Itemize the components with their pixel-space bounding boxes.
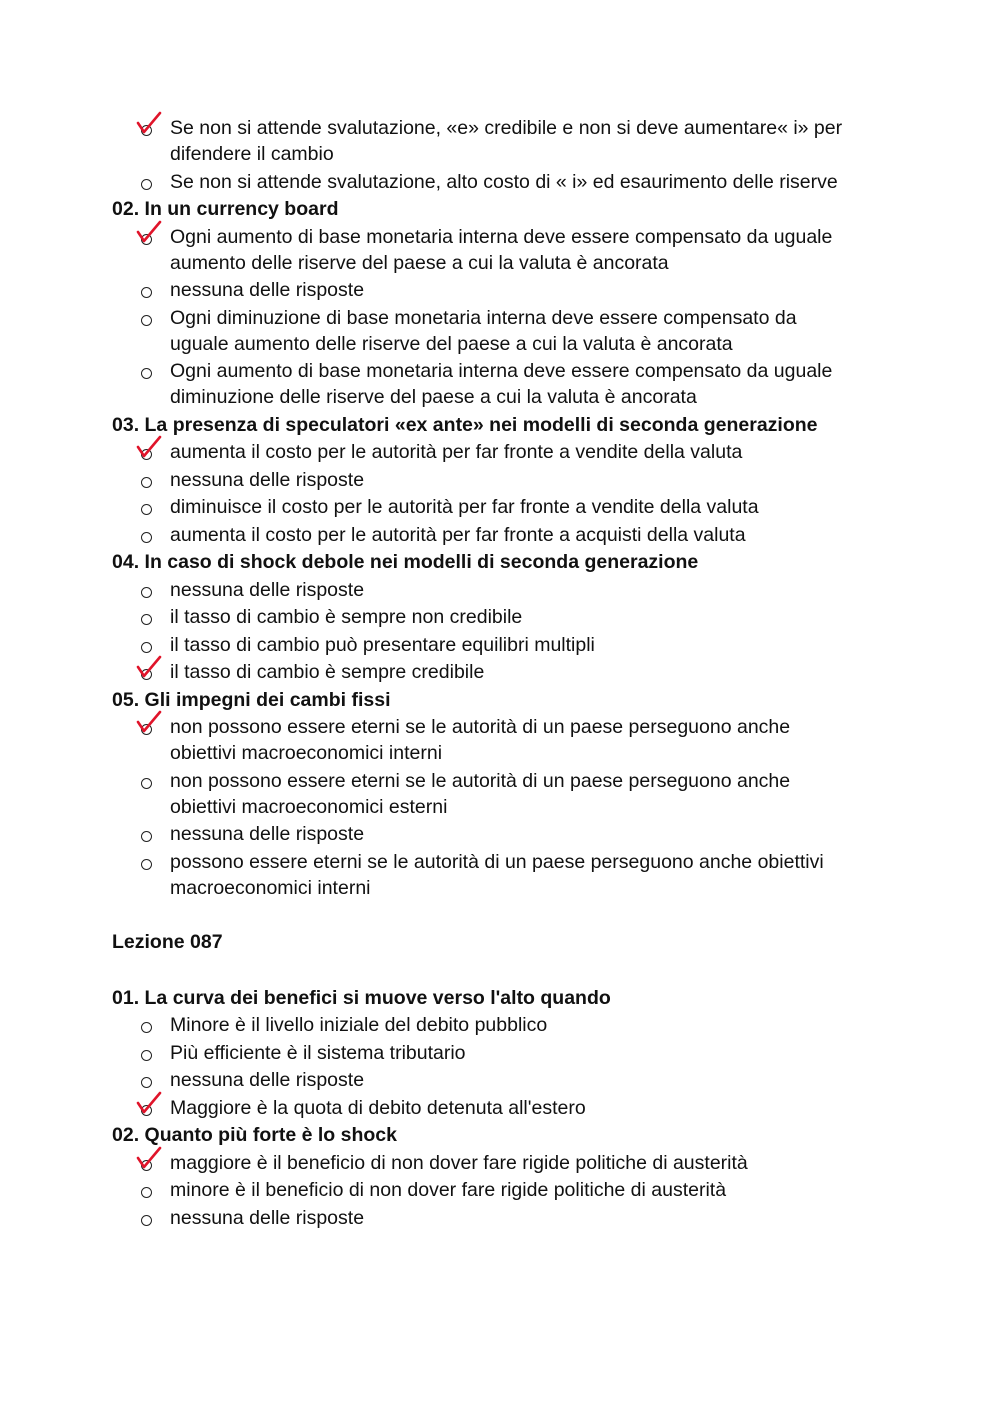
bullet-circle-icon (141, 778, 152, 789)
answer-option: Se non si attende svalutazione, alto costo di « i» ed esaurimento delle riserve (170, 170, 838, 193)
answer-bullet (140, 528, 154, 542)
answer-option: minore è il beneficio di non dover fare rigide politiche di austerità (170, 1179, 727, 1201)
answer-bullet (140, 774, 154, 788)
checkmark-icon (136, 1091, 162, 1117)
answer-bullet (140, 1211, 154, 1225)
bullet-circle-icon (141, 477, 152, 488)
answer-bullet-checked (140, 230, 154, 244)
question-title: 02. In un currency board (112, 198, 339, 220)
answer-bullet (140, 283, 154, 297)
answer-option: Ogni aumento di base monetaria interna deve essere compensato da uguale (170, 225, 833, 248)
answer-option-continuation: aumento delle riserve del paese a cui la valuta è ancorata (170, 251, 669, 274)
answer-bullet (140, 1046, 154, 1060)
checkmark-icon (136, 710, 162, 736)
answer-bullet-checked (140, 445, 154, 459)
answer-option: Ogni aumento di base monetaria interna deve essere compensato da uguale (170, 360, 833, 382)
question-title: 02. Quanto più forte è lo shock (112, 1124, 397, 1146)
answer-option: possono essere eterni se le autorità di un paese perseguono anche obiettivi (170, 850, 824, 873)
answer-bullet-checked (140, 720, 154, 734)
bullet-circle-icon (141, 179, 152, 190)
answer-bullet (140, 855, 154, 869)
bullet-circle-icon (141, 1077, 152, 1088)
answer-option: nessuna delle risposte (170, 1206, 365, 1229)
answer-bullet-checked (140, 121, 154, 135)
checkmark-icon (136, 655, 162, 681)
answer-bullet (140, 583, 154, 597)
bullet-circle-icon (141, 831, 152, 842)
bullet-circle-icon (141, 1215, 152, 1226)
bullet-circle-icon (141, 315, 152, 326)
bullet-circle-icon (141, 287, 152, 298)
question-title: 03. La presenza di speculatori «ex ante» nei modelli di seconda generazione (112, 413, 818, 436)
answer-option: maggiore è il beneficio di non dover fare rigide politiche di austerità (170, 1151, 748, 1174)
answer-option-continuation: diminuzione delle riserve del paese a cui la valuta è ancorata (170, 386, 697, 408)
section-heading: Lezione 087 (112, 931, 223, 953)
answer-option: Ogni diminuzione di base monetaria interna deve essere compensato da (170, 306, 797, 329)
answer-option: aumenta il costo per le autorità per far fronte a acquisti della valuta (170, 523, 746, 546)
answer-option: nessuna delle risposte (170, 1069, 365, 1091)
answer-bullet (140, 311, 154, 325)
answer-option-continuation: obiettivi macroeconomici interni (170, 742, 443, 764)
answer-option-continuation: macroeconomici interni (170, 876, 371, 899)
answer-option: nessuna delle risposte (170, 468, 365, 491)
answer-bullet (140, 473, 154, 487)
answer-bullet (140, 1183, 154, 1197)
checkmark-icon (136, 111, 162, 137)
answer-option: Se non si attende svalutazione, «e» credibile e non si deve aumentare« i» per (170, 117, 843, 139)
bullet-circle-icon (141, 1050, 152, 1061)
answer-option: aumenta il costo per le autorità per far fronte a vendite della valuta (170, 441, 743, 463)
bullet-circle-icon (141, 859, 152, 870)
answer-bullet (140, 500, 154, 514)
answer-option: Maggiore è la quota di debito detenuta all'estero (170, 1096, 586, 1119)
answer-bullet-checked (140, 1101, 154, 1115)
answer-option: nessuna delle risposte (170, 578, 365, 601)
answer-option: nessuna delle risposte (170, 823, 365, 845)
bullet-circle-icon (141, 614, 152, 625)
checkmark-icon (136, 435, 162, 461)
answer-option: non possono essere eterni se le autorità di un paese perseguono anche (170, 716, 791, 738)
answer-bullet (140, 175, 154, 189)
bullet-circle-icon (141, 642, 152, 653)
answer-option-continuation: obiettivi macroeconomici esterni (170, 795, 448, 818)
checkmark-icon (136, 1146, 162, 1172)
answer-bullet (140, 638, 154, 652)
bullet-circle-icon (141, 504, 152, 515)
answer-bullet (140, 364, 154, 378)
answer-option: il tasso di cambio è sempre non credibile (170, 606, 523, 628)
answer-bullet (140, 1073, 154, 1087)
bullet-circle-icon (141, 587, 152, 598)
answer-bullet-checked (140, 665, 154, 679)
checkmark-icon (136, 220, 162, 246)
answer-option: il tasso di cambio può presentare equilibri multipli (170, 633, 595, 656)
question-title: 05. Gli impegni dei cambi fissi (112, 688, 391, 711)
answer-option: diminuisce il costo per le autorità per far fronte a vendite della valuta (170, 496, 759, 518)
answer-bullet-checked (140, 1156, 154, 1170)
answer-bullet (140, 610, 154, 624)
question-title: 01. La curva dei benefici si muove verso l'alto quando (112, 986, 611, 1009)
answer-option: Più efficiente è il sistema tributario (170, 1041, 466, 1064)
answer-option: Minore è il livello iniziale del debito pubblico (170, 1014, 548, 1036)
answer-option: il tasso di cambio è sempre credibile (170, 661, 485, 683)
answer-bullet (140, 1018, 154, 1032)
question-title: 04. In caso di shock debole nei modelli di seconda generazione (112, 551, 699, 573)
bullet-circle-icon (141, 368, 152, 379)
answer-option: nessuna delle risposte (170, 279, 365, 301)
answer-option-continuation: difendere il cambio (170, 143, 334, 165)
bullet-circle-icon (141, 1022, 152, 1033)
bullet-circle-icon (141, 1187, 152, 1198)
answer-bullet (140, 827, 154, 841)
answer-option-continuation: uguale aumento delle riserve del paese a cui la valuta è ancorata (170, 332, 733, 355)
answer-option: non possono essere eterni se le autorità di un paese perseguono anche (170, 769, 791, 792)
bullet-circle-icon (141, 532, 152, 543)
